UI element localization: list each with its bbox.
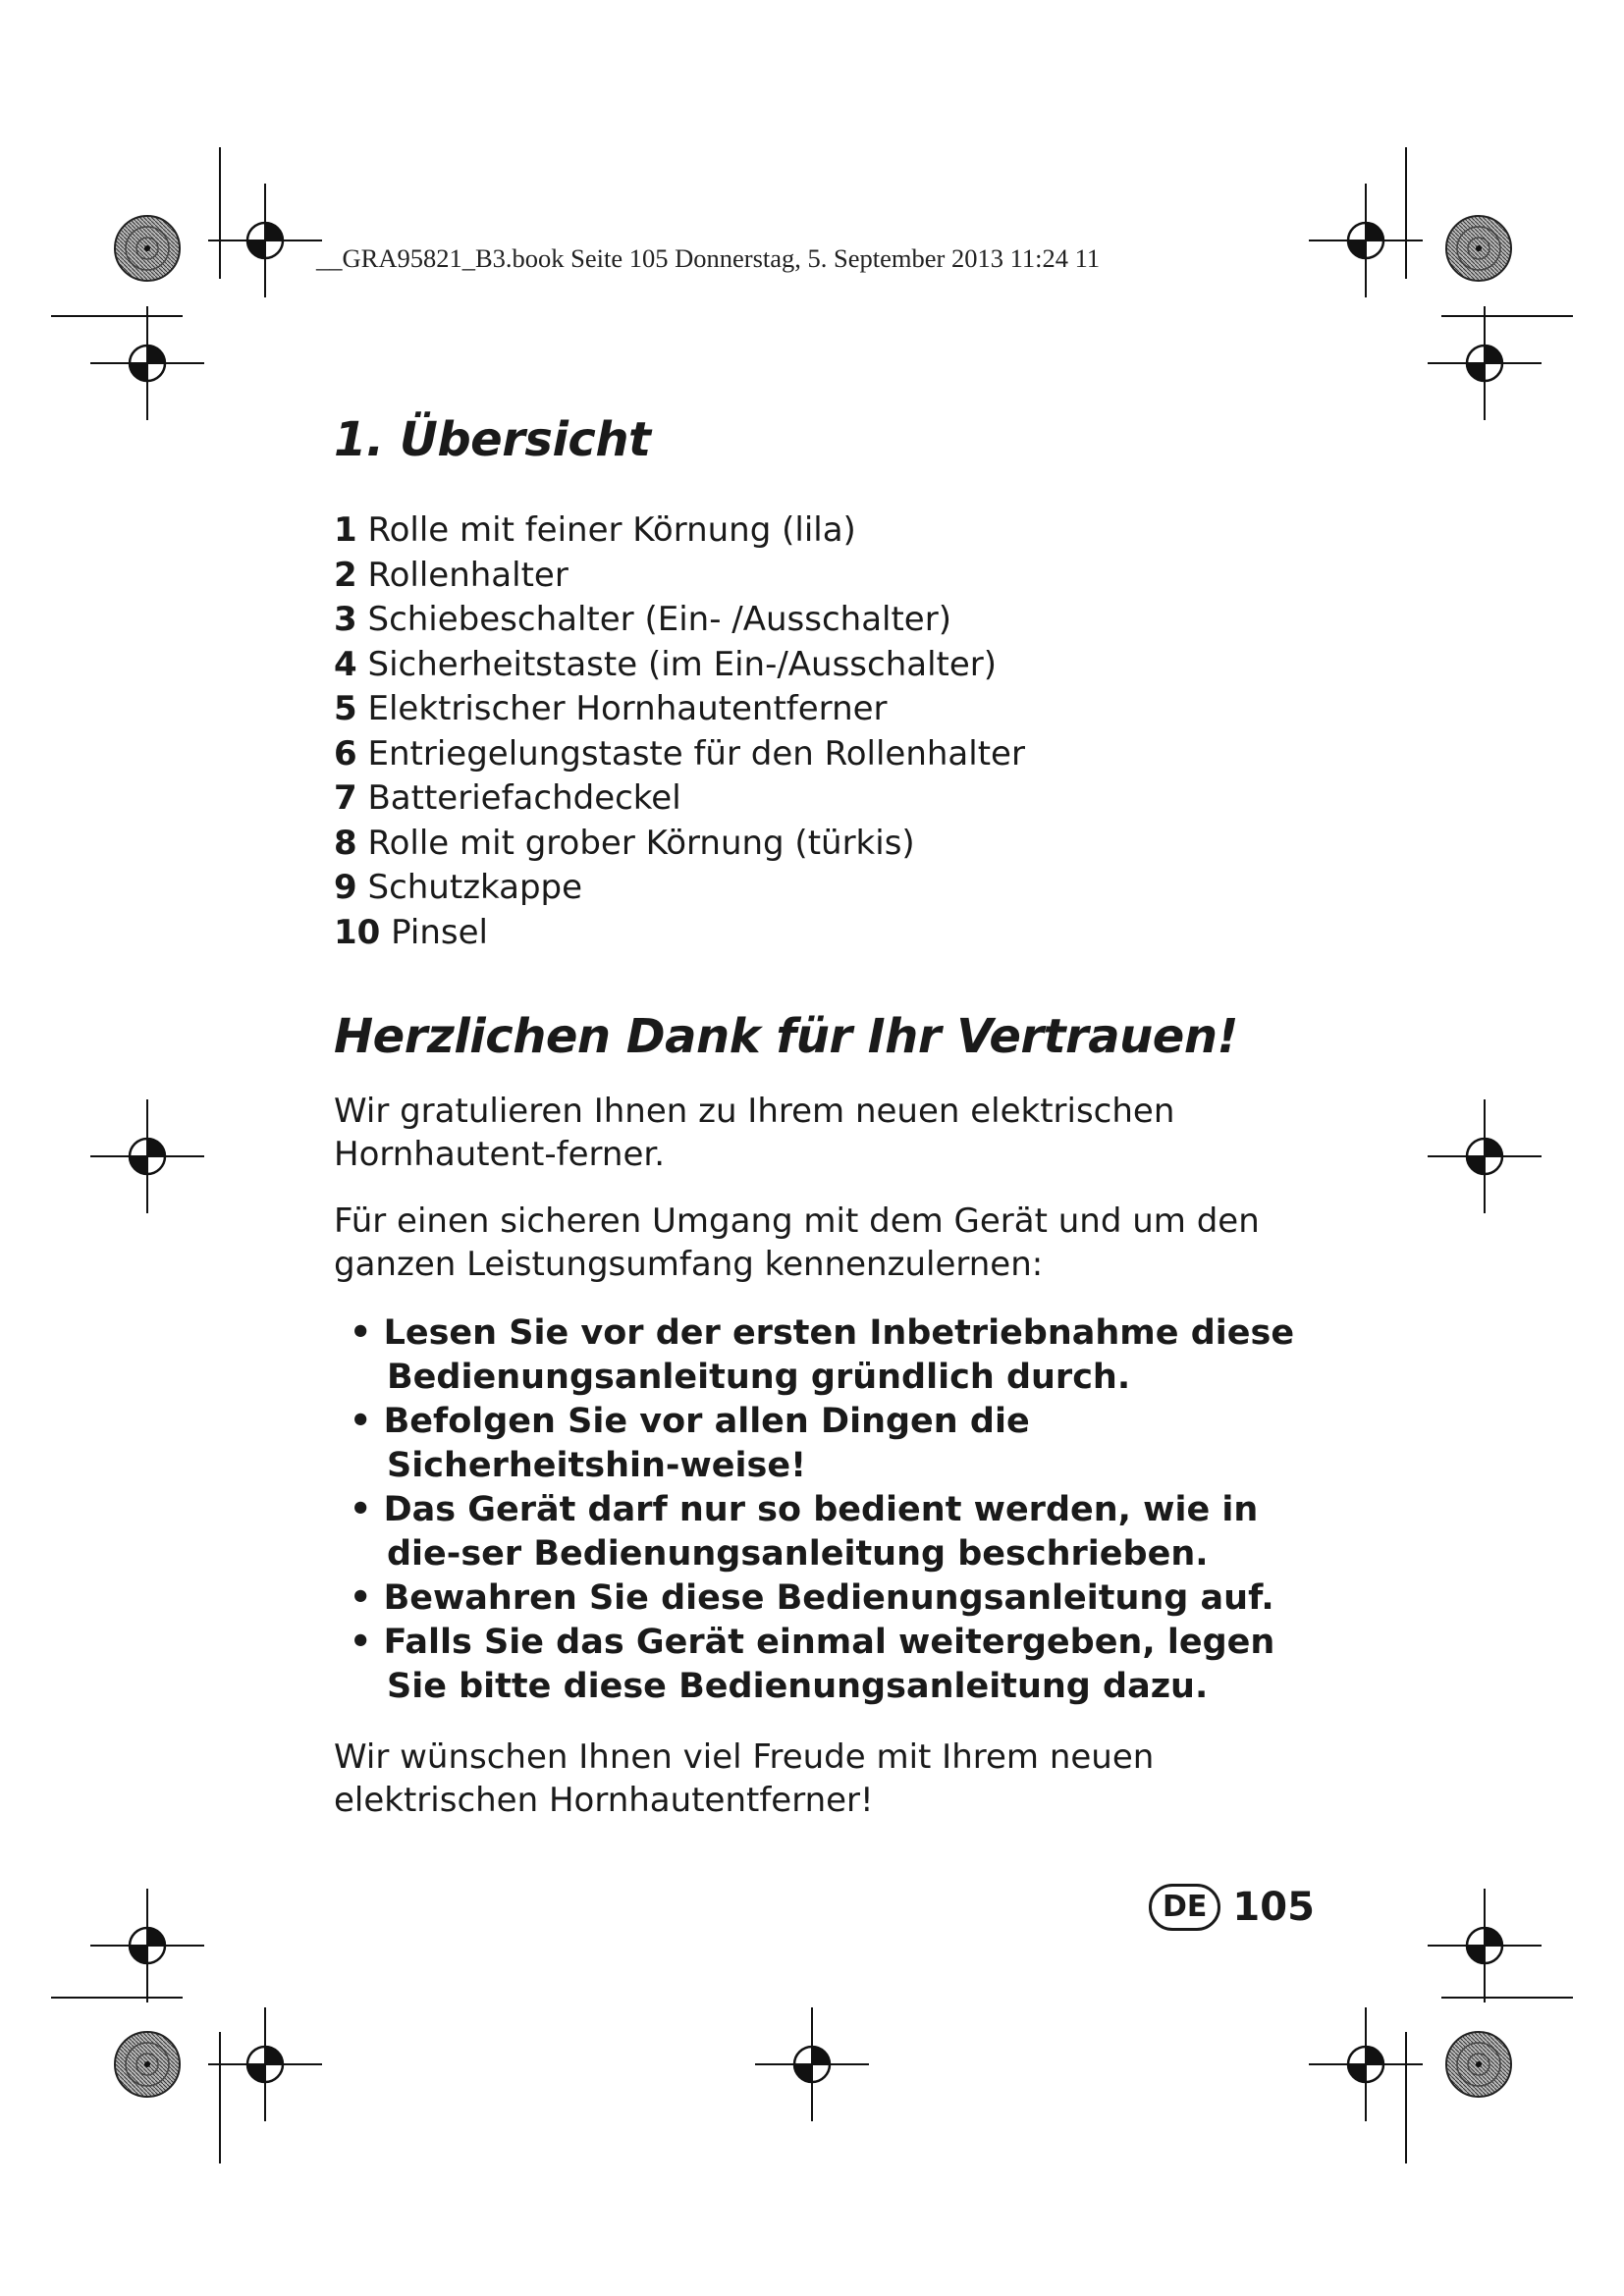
item-text: Rollenhalter: [367, 555, 568, 595]
registration-mark: [90, 306, 204, 420]
language-badge: DE: [1149, 1884, 1220, 1931]
closing-paragraph: Wir wünschen Ihnen viel Freude mit Ihrem neuen elektrischen Hornhautentferner!: [334, 1737, 1155, 1820]
item-text: Sicherheitstaste (im Ein-/Ausschalter): [367, 644, 998, 684]
overview-item: [334, 598, 1326, 643]
registration-mark: [90, 1889, 204, 2002]
item-text: Rolle mit grober Körnung (türkis): [367, 823, 915, 863]
overview-item: [334, 687, 1326, 732]
overview-item: [334, 554, 1326, 599]
item-text: Schutzkappe: [367, 868, 583, 907]
page-number: 105: [1232, 1885, 1315, 1930]
page-footer: [1149, 1878, 1315, 1937]
intro-paragraph: Wir gratulieren Ihnen zu Ihrem neuen elektrischen Hornhautent-ferner.: [334, 1092, 1175, 1174]
item-number: 10: [334, 912, 381, 952]
color-rose-mark: [1446, 216, 1511, 281]
overview-item: [334, 508, 1326, 554]
bullet-item: • Lesen Sie vor der ersten Inbetriebnahme diese Bedienungsanleitung gründlich durch.: [334, 1311, 1326, 1400]
overview-item: [334, 643, 1326, 688]
bullet-item: • Das Gerät darf nur so bedient werden, wie in die-ser Bedienungsanleitung beschrieben.: [334, 1488, 1326, 1576]
overview-item: [334, 866, 1326, 911]
color-rose-mark: [115, 2032, 180, 2097]
color-rose-mark: [115, 216, 180, 281]
item-text: Entriegelungstaste für den Rollenhalter: [367, 733, 1025, 774]
item-number: 2: [334, 555, 357, 595]
instruction-bullets: [334, 1311, 1326, 1709]
overview-item: [334, 911, 1326, 956]
item-number: 1: [334, 510, 357, 550]
item-text: Schiebeschalter (Ein- /Ausschalter): [367, 600, 951, 639]
print-slug-header: __GRA95821_B3.book Seite 105 Donnerstag, 5. September 2013 11:24 11: [316, 243, 1101, 273]
bullet-item: • Bewahren Sie diese Bedienungsanleitung auf.: [334, 1576, 1326, 1621]
item-number: 8: [334, 823, 357, 863]
thanks-heading: Herzlichen Dank für Ihr Vertrauen!: [334, 1009, 1238, 1064]
item-number: 4: [334, 644, 357, 684]
item-text: Batteriefachdeckel: [367, 778, 681, 818]
registration-mark: [90, 1099, 204, 1213]
bullet-item: • Befolgen Sie vor allen Dingen die Sicherheitshin-weise!: [334, 1400, 1326, 1488]
registration-mark: [1428, 1889, 1542, 2002]
registration-mark: [755, 2007, 869, 2121]
item-text: Pinsel: [391, 912, 488, 952]
item-number: 6: [334, 733, 357, 774]
registration-mark: [1428, 1099, 1542, 1213]
overview-item: [334, 732, 1326, 777]
color-rose-mark: [1446, 2032, 1511, 2097]
bullet-item: • Falls Sie das Gerät einmal weitergeben, legen Sie bitte diese Bedienungsanleitung dazu.: [334, 1621, 1326, 1709]
overview-item: [334, 776, 1326, 822]
registration-mark: [208, 184, 322, 297]
usage-paragraph: Für einen sicheren Umgang mit dem Gerät und um den ganzen Leistungsumfang kennenzulernen:: [334, 1201, 1260, 1284]
item-number: 9: [334, 868, 357, 907]
item-text: Elektrischer Hornhautentferner: [367, 689, 888, 728]
item-number: 3: [334, 600, 357, 639]
registration-mark: [1428, 306, 1542, 420]
registration-mark: [208, 2007, 322, 2121]
item-text: Rolle mit feiner Körnung (lila): [367, 510, 856, 550]
overview-heading: 1. Übersicht: [334, 412, 651, 467]
overview-list: [334, 508, 1326, 955]
item-number: 5: [334, 689, 357, 728]
item-number: 7: [334, 778, 357, 818]
overview-item: [334, 822, 1326, 867]
